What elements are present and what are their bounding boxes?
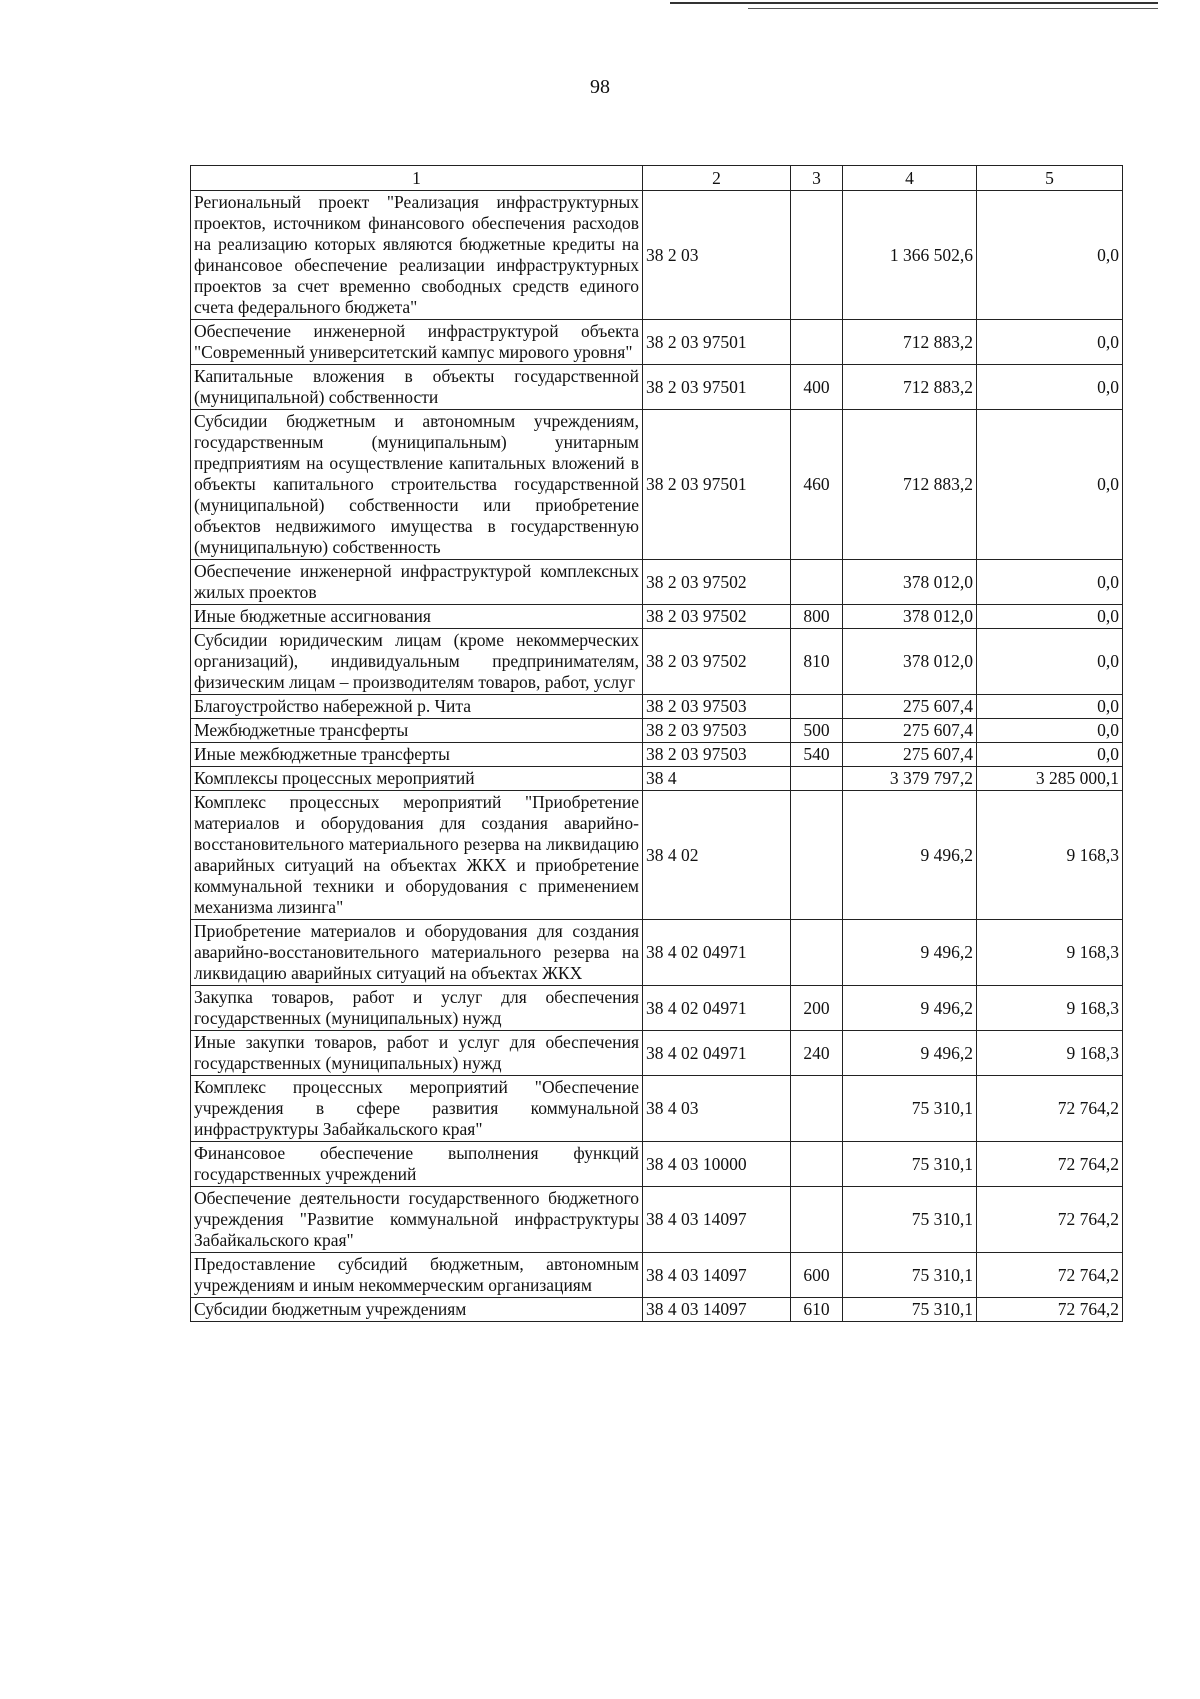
row-name-cell: Субсидии юридическим лицам (кроме некоммерческих организаций), индивидуальным предпринимателям, физическим лицам – производителям товаров, работ, услуг: [191, 629, 643, 695]
row-amount-col5-cell: 0,0: [977, 191, 1123, 320]
row-amount-col5-cell: 0,0: [977, 365, 1123, 410]
table-row: [191, 365, 1123, 410]
row-code-cell: 38 2 03 97503: [643, 743, 791, 767]
row-amount-col4-cell: 75 310,1: [843, 1142, 977, 1187]
row-name-cell: Иные закупки товаров, работ и услуг для обеспечения государственных (муниципальных) нужд: [191, 1031, 643, 1076]
header-col-5: 5: [977, 166, 1123, 191]
row-amount-col4-cell: 712 883,2: [843, 365, 977, 410]
row-expense-type-cell: [791, 791, 843, 920]
row-name-cell: Субсидии бюджетным и автономным учреждениям, государственным (муниципальным) унитарным предприятиям на осуществление капитальных вложений в объекты капитального строительства государственной (муниципальной) собственности или приобретение объектов недвижимого имущества в государственную (муниципальную) собственность: [191, 410, 643, 560]
row-code-cell: 38 4 02 04971: [643, 986, 791, 1031]
table-row: [191, 410, 1123, 560]
row-amount-col4-cell: 9 496,2: [843, 791, 977, 920]
row-amount-col4-cell: 75 310,1: [843, 1076, 977, 1142]
row-expense-type-cell: 810: [791, 629, 843, 695]
row-code-cell: 38 2 03 97501: [643, 410, 791, 560]
row-code-cell: 38 4 03 14097: [643, 1187, 791, 1253]
row-amount-col4-cell: 75 310,1: [843, 1298, 977, 1322]
row-expense-type-cell: [791, 1142, 843, 1187]
row-name-cell: Финансовое обеспечение выполнения функций государственных учреждений: [191, 1142, 643, 1187]
row-code-cell: 38 4 02: [643, 791, 791, 920]
table-row: [191, 1253, 1123, 1298]
row-amount-col5-cell: 9 168,3: [977, 791, 1123, 920]
table-row: [191, 1076, 1123, 1142]
row-code-cell: 38 4 03 14097: [643, 1298, 791, 1322]
table-body: [191, 191, 1123, 1322]
row-expense-type-cell: 610: [791, 1298, 843, 1322]
top-rule: [670, 2, 1158, 4]
table-row: [191, 1298, 1123, 1322]
row-expense-type-cell: 540: [791, 743, 843, 767]
header-col-2: 2: [643, 166, 791, 191]
row-amount-col4-cell: 378 012,0: [843, 629, 977, 695]
table-row: [191, 986, 1123, 1031]
row-code-cell: 38 2 03: [643, 191, 791, 320]
row-name-cell: Обеспечение деятельности государственного бюджетного учреждения "Развитие коммунальной инфраструктуры Забайкальского края": [191, 1187, 643, 1253]
row-amount-col5-cell: 0,0: [977, 560, 1123, 605]
row-expense-type-cell: [791, 560, 843, 605]
row-expense-type-cell: 800: [791, 605, 843, 629]
row-name-cell: Обеспечение инженерной инфраструктурой объекта "Современный университетский кампус мирового уровня": [191, 320, 643, 365]
header-row: [191, 166, 1123, 191]
row-name-cell: Предоставление субсидий бюджетным, автономным учреждениям и иным некоммерческим организациям: [191, 1253, 643, 1298]
table-row: [191, 320, 1123, 365]
row-amount-col5-cell: 0,0: [977, 719, 1123, 743]
header-col-4: 4: [843, 166, 977, 191]
row-amount-col5-cell: 72 764,2: [977, 1076, 1123, 1142]
row-amount-col4-cell: 378 012,0: [843, 605, 977, 629]
row-amount-col4-cell: 9 496,2: [843, 920, 977, 986]
row-name-cell: Межбюджетные трансферты: [191, 719, 643, 743]
row-name-cell: Комплекс процессных мероприятий "Обеспечение учреждения в сфере развития коммунальной инфраструктуры Забайкальского края": [191, 1076, 643, 1142]
row-amount-col5-cell: 9 168,3: [977, 1031, 1123, 1076]
table-row: [191, 605, 1123, 629]
row-expense-type-cell: [791, 767, 843, 791]
row-amount-col5-cell: 0,0: [977, 743, 1123, 767]
table-row: [191, 791, 1123, 920]
row-amount-col5-cell: 0,0: [977, 629, 1123, 695]
row-name-cell: Капитальные вложения в объекты государственной (муниципальной) собственности: [191, 365, 643, 410]
row-name-cell: Региональный проект "Реализация инфраструктурных проектов, источником финансового обеспечения расходов на реализацию которых являются бюджетные кредиты на финансовое обеспечение реализации инфраструктурных проектов за счет временно свободных средств единого счета федерального бюджета": [191, 191, 643, 320]
row-name-cell: Субсидии бюджетным учреждениям: [191, 1298, 643, 1322]
budget-table-container: [190, 165, 1122, 1322]
table-row: [191, 629, 1123, 695]
table-row: [191, 920, 1123, 986]
row-expense-type-cell: 500: [791, 719, 843, 743]
table-row: [191, 1031, 1123, 1076]
row-amount-col4-cell: 3 379 797,2: [843, 767, 977, 791]
row-name-cell: Иные межбюджетные трансферты: [191, 743, 643, 767]
row-code-cell: 38 4 02 04971: [643, 1031, 791, 1076]
row-code-cell: 38 4: [643, 767, 791, 791]
row-code-cell: 38 2 03 97502: [643, 560, 791, 605]
row-expense-type-cell: [791, 320, 843, 365]
row-name-cell: Комплексы процессных мероприятий: [191, 767, 643, 791]
row-code-cell: 38 2 03 97503: [643, 719, 791, 743]
row-amount-col5-cell: 9 168,3: [977, 920, 1123, 986]
row-expense-type-cell: [791, 1187, 843, 1253]
row-code-cell: 38 4 02 04971: [643, 920, 791, 986]
row-amount-col5-cell: 72 764,2: [977, 1142, 1123, 1187]
table-row: [191, 560, 1123, 605]
row-amount-col4-cell: 75 310,1: [843, 1187, 977, 1253]
top-rule-secondary: [748, 8, 1158, 9]
header-col-1: 1: [191, 166, 643, 191]
row-code-cell: 38 2 03 97502: [643, 629, 791, 695]
row-name-cell: Приобретение материалов и оборудования для создания аварийно-восстановительного материального резерва на ликвидацию аварийных ситуаций на объектах ЖКХ: [191, 920, 643, 986]
row-expense-type-cell: [791, 695, 843, 719]
row-expense-type-cell: 240: [791, 1031, 843, 1076]
row-expense-type-cell: 400: [791, 365, 843, 410]
table-row: [191, 767, 1123, 791]
page-number: 98: [590, 76, 610, 98]
row-amount-col5-cell: 0,0: [977, 320, 1123, 365]
row-amount-col4-cell: 1 366 502,6: [843, 191, 977, 320]
row-amount-col5-cell: 3 285 000,1: [977, 767, 1123, 791]
budget-table: [190, 165, 1123, 1322]
row-amount-col4-cell: 712 883,2: [843, 320, 977, 365]
header-col-3: 3: [791, 166, 843, 191]
table-row: [191, 191, 1123, 320]
row-amount-col4-cell: 275 607,4: [843, 719, 977, 743]
row-expense-type-cell: [791, 1076, 843, 1142]
row-name-cell: Обеспечение инженерной инфраструктурой комплексных жилых проектов: [191, 560, 643, 605]
row-code-cell: 38 2 03 97501: [643, 320, 791, 365]
row-code-cell: 38 2 03 97503: [643, 695, 791, 719]
row-code-cell: 38 4 03: [643, 1076, 791, 1142]
table-row: [191, 1142, 1123, 1187]
row-name-cell: Иные бюджетные ассигнования: [191, 605, 643, 629]
row-amount-col5-cell: 72 764,2: [977, 1253, 1123, 1298]
row-amount-col4-cell: 378 012,0: [843, 560, 977, 605]
row-name-cell: Благоустройство набережной р. Чита: [191, 695, 643, 719]
row-name-cell: Комплекс процессных мероприятий "Приобретение материалов и оборудования для создания аварийно-восстановительного материального резерва на ликвидацию аварийных ситуаций на объектах ЖКХ и приобретение коммунальной техники и оборудования с применением механизма лизинга": [191, 791, 643, 920]
row-code-cell: 38 2 03 97501: [643, 365, 791, 410]
row-expense-type-cell: 600: [791, 1253, 843, 1298]
row-expense-type-cell: [791, 920, 843, 986]
table-row: [191, 1187, 1123, 1253]
row-code-cell: 38 2 03 97502: [643, 605, 791, 629]
row-code-cell: 38 4 03 14097: [643, 1253, 791, 1298]
row-amount-col5-cell: 9 168,3: [977, 986, 1123, 1031]
row-amount-col5-cell: 0,0: [977, 605, 1123, 629]
table-row: [191, 695, 1123, 719]
row-amount-col4-cell: 275 607,4: [843, 743, 977, 767]
row-amount-col5-cell: 0,0: [977, 695, 1123, 719]
row-amount-col5-cell: 72 764,2: [977, 1298, 1123, 1322]
row-name-cell: Закупка товаров, работ и услуг для обеспечения государственных (муниципальных) нужд: [191, 986, 643, 1031]
row-expense-type-cell: [791, 191, 843, 320]
table-row: [191, 743, 1123, 767]
table-row: [191, 719, 1123, 743]
row-amount-col4-cell: 712 883,2: [843, 410, 977, 560]
row-amount-col4-cell: 275 607,4: [843, 695, 977, 719]
row-amount-col4-cell: 9 496,2: [843, 1031, 977, 1076]
row-amount-col4-cell: 9 496,2: [843, 986, 977, 1031]
row-expense-type-cell: 460: [791, 410, 843, 560]
row-expense-type-cell: 200: [791, 986, 843, 1031]
row-amount-col5-cell: 72 764,2: [977, 1187, 1123, 1253]
row-amount-col5-cell: 0,0: [977, 410, 1123, 560]
row-amount-col4-cell: 75 310,1: [843, 1253, 977, 1298]
row-code-cell: 38 4 03 10000: [643, 1142, 791, 1187]
